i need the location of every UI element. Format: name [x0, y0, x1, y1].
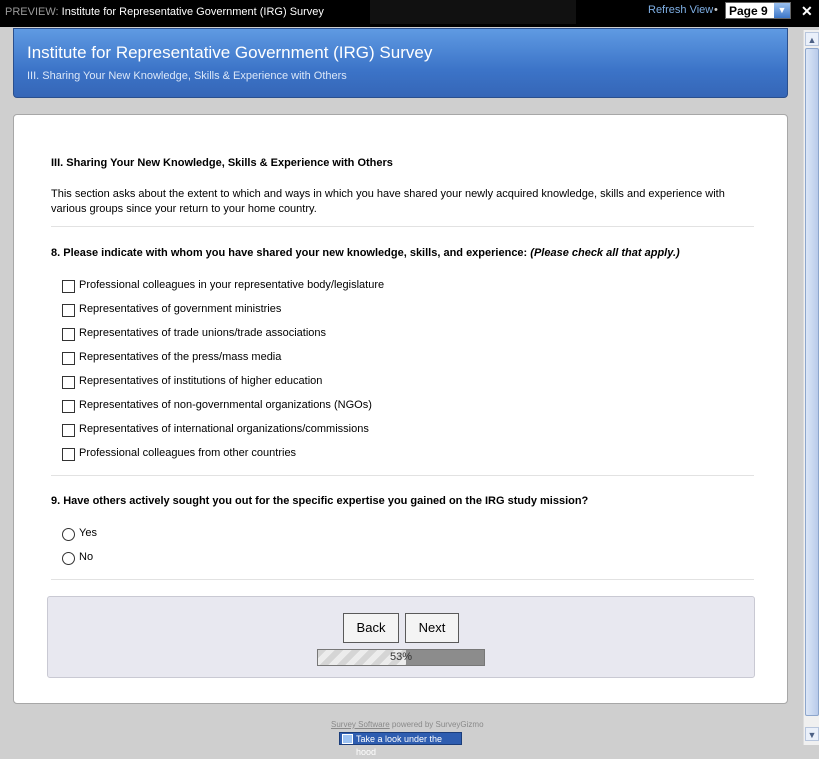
page-select-value: Page 9	[729, 4, 768, 18]
under-the-hood-badge[interactable]	[339, 732, 462, 757]
divider	[51, 475, 754, 476]
question-9-text: 9. Have others actively sought you out for the specific expertise you gained on the IRG study mission?	[51, 495, 589, 507]
q8-option-label: Professional colleagues from other countries	[79, 447, 297, 459]
close-icon[interactable]: ✕	[801, 3, 813, 19]
survey-page-panel	[13, 114, 788, 704]
next-button[interactable]: Next	[405, 613, 459, 643]
q8-option-label: Representatives of non-governmental organizations (NGOs)	[79, 399, 372, 411]
question-8	[51, 247, 680, 259]
radio-button[interactable]	[62, 552, 75, 565]
scroll-up-icon[interactable]: ▲	[805, 32, 819, 46]
q8-option-label: Representatives of government ministries	[79, 303, 282, 315]
q9-option-label: No	[79, 551, 94, 563]
scroll-down-icon[interactable]: ▼	[805, 727, 819, 741]
checkbox[interactable]	[62, 448, 75, 461]
checkbox[interactable]	[62, 424, 75, 437]
radio-button[interactable]	[62, 528, 75, 541]
refresh-view-link[interactable]: Refresh View	[648, 4, 714, 16]
question-8-hint: (Please check all that apply.)	[530, 247, 680, 259]
badge-icon	[342, 734, 353, 744]
question-9	[51, 495, 588, 507]
q8-option-label: Representatives of the press/mass media	[79, 351, 282, 363]
page-select[interactable]	[725, 2, 791, 19]
preview-bar-spacer	[370, 0, 576, 24]
divider	[51, 226, 754, 227]
powered-by-text: powered by SurveyGizmo	[389, 720, 484, 729]
divider	[51, 579, 754, 580]
q9-option-label: Yes	[79, 527, 97, 539]
checkbox[interactable]	[62, 376, 75, 389]
scrollbar[interactable]	[803, 30, 819, 745]
survey-subtitle: III. Sharing Your New Knowledge, Skills & Experience with Others	[27, 70, 347, 82]
progress-percent: 53%	[389, 651, 413, 663]
checkbox[interactable]	[62, 304, 75, 317]
checkbox[interactable]	[62, 400, 75, 413]
chevron-down-icon: ▼	[774, 3, 790, 18]
section-title: III. Sharing Your New Knowledge, Skills & Experience with Others	[51, 157, 393, 169]
q8-option-label: Representatives of institutions of higher education	[79, 375, 323, 387]
question-8-text: 8. Please indicate with whom you have shared your new knowledge, skills, and experience:	[51, 247, 528, 259]
back-button[interactable]: Back	[343, 613, 399, 643]
checkbox[interactable]	[62, 328, 75, 341]
preview-title: Institute for Representative Government (IRG) Survey	[61, 6, 324, 18]
preview-bar	[0, 0, 819, 27]
preview-prefix: PREVIEW:	[5, 6, 59, 18]
footer-credit	[331, 720, 484, 729]
checkbox[interactable]	[62, 280, 75, 293]
survey-title: Institute for Representative Government (IRG) Survey	[27, 43, 433, 62]
q8-option-label: Professional colleagues in your representative body/legislature	[79, 279, 385, 291]
navigation-box	[47, 596, 755, 678]
section-intro: This section asks about the extent to which and ways in which you have shared your newly acquired knowledge, skills and experience with various groups since your return to your home country.	[51, 188, 725, 215]
preview-label	[5, 6, 324, 18]
badge-label: Take a look under the hood	[356, 734, 443, 757]
checkbox[interactable]	[62, 352, 75, 365]
survey-header	[13, 28, 788, 98]
q8-option-label: Representatives of trade unions/trade associations	[79, 327, 327, 339]
preview-separator: •	[714, 4, 718, 16]
progress-bar	[317, 649, 485, 666]
q8-option-label: Representatives of international organizations/commissions	[79, 423, 369, 435]
scrollbar-thumb[interactable]	[805, 48, 819, 716]
survey-software-link[interactable]: Survey Software	[331, 720, 390, 729]
